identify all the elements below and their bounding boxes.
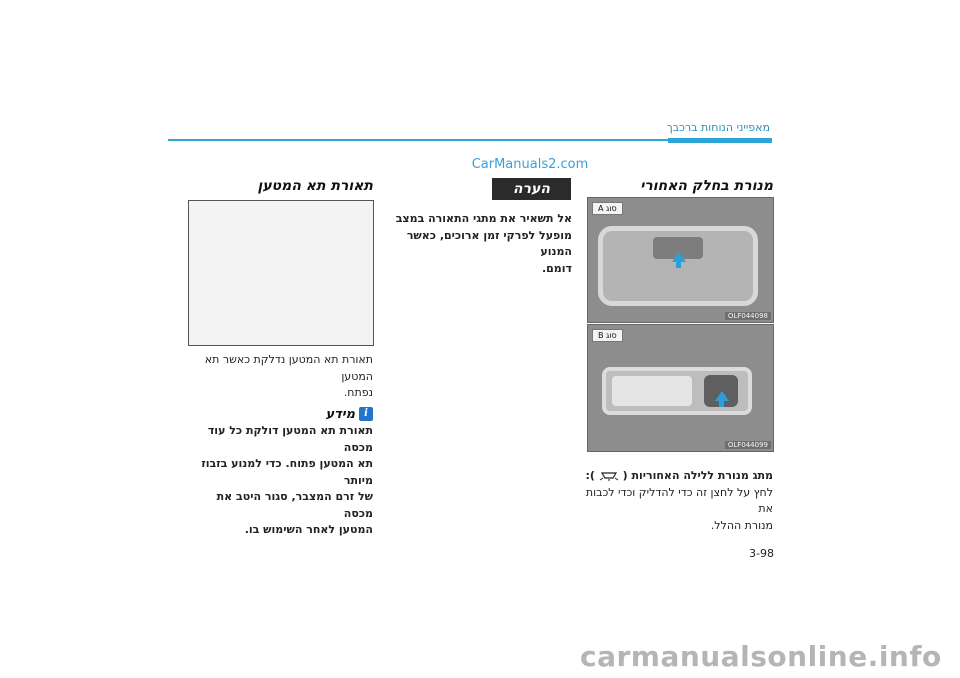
arrow-stem <box>676 262 681 268</box>
figure-b-code: OLF044099 <box>725 441 771 449</box>
warning-line: אל תשאיר את מתגי התאורה במצב <box>395 212 572 225</box>
warning-label: הערה <box>492 178 571 200</box>
info-text <box>188 423 373 539</box>
info-title: מידע <box>325 407 355 422</box>
info-line: תא המטען פתוח. כדי למנוע בזבוז מיותר <box>201 457 373 487</box>
lamp-switch-caption <box>583 468 773 534</box>
caption-line: לחץ על לחצן זה כדי להדליק וכדי לכבות את <box>585 485 773 515</box>
arrow-up-icon <box>715 391 729 401</box>
description-line: נפתח. <box>343 386 373 399</box>
warning-line: מופעל לפרקי זמן ארוכים, כאשר המנוע <box>406 228 572 258</box>
figure-type-a <box>587 197 774 323</box>
caption-heading-b: ): <box>585 469 595 482</box>
arrow-up-icon <box>672 252 686 262</box>
info-line: המטען לאחר השימוש בו. <box>244 523 373 536</box>
lamp-lens <box>612 376 692 406</box>
figure-a-label: סוג A <box>592 202 623 215</box>
warning-text <box>388 211 572 277</box>
dome-lamp-icon <box>599 470 619 482</box>
caption-line: מנורת ההלל. <box>710 518 773 532</box>
info-line: תאורת תא המטען דולקת כל עוד מכסה <box>207 424 373 454</box>
rear-lamp-title: מנורת בחלק האחורי <box>640 178 773 194</box>
watermark-link[interactable]: CarManuals2.com <box>471 157 589 172</box>
section-header: מאפייני הנוחות ברכבך <box>666 121 770 134</box>
figure-b-label: סוג B <box>592 329 623 342</box>
description-line: תאורת תא המטען נדלקת כאשר תא המטען <box>204 353 373 383</box>
site-watermark: carmanualsonline.info <box>580 640 942 673</box>
caption-heading-a: מתג מנורת ללילה האחוריות ( <box>622 469 773 482</box>
info-icon: i <box>359 407 373 421</box>
trunk-lamp-figure <box>188 200 374 346</box>
warning-line: דומם. <box>541 261 572 275</box>
trunk-lamp-title: תאורת תא המטען <box>257 178 373 194</box>
arrow-stem <box>719 401 724 407</box>
caption-heading <box>583 468 773 485</box>
info-line: של זרם המצבר, סגור היטב את מכסה <box>216 490 373 520</box>
figure-a-code: OLF044098 <box>725 312 771 320</box>
info-heading <box>300 403 373 422</box>
page-number: 3-98 <box>749 547 774 560</box>
figure-type-b <box>587 324 774 452</box>
map-lamp-housing <box>602 367 752 415</box>
trunk-lamp-description <box>188 352 373 402</box>
header-rule-accent <box>668 138 772 143</box>
